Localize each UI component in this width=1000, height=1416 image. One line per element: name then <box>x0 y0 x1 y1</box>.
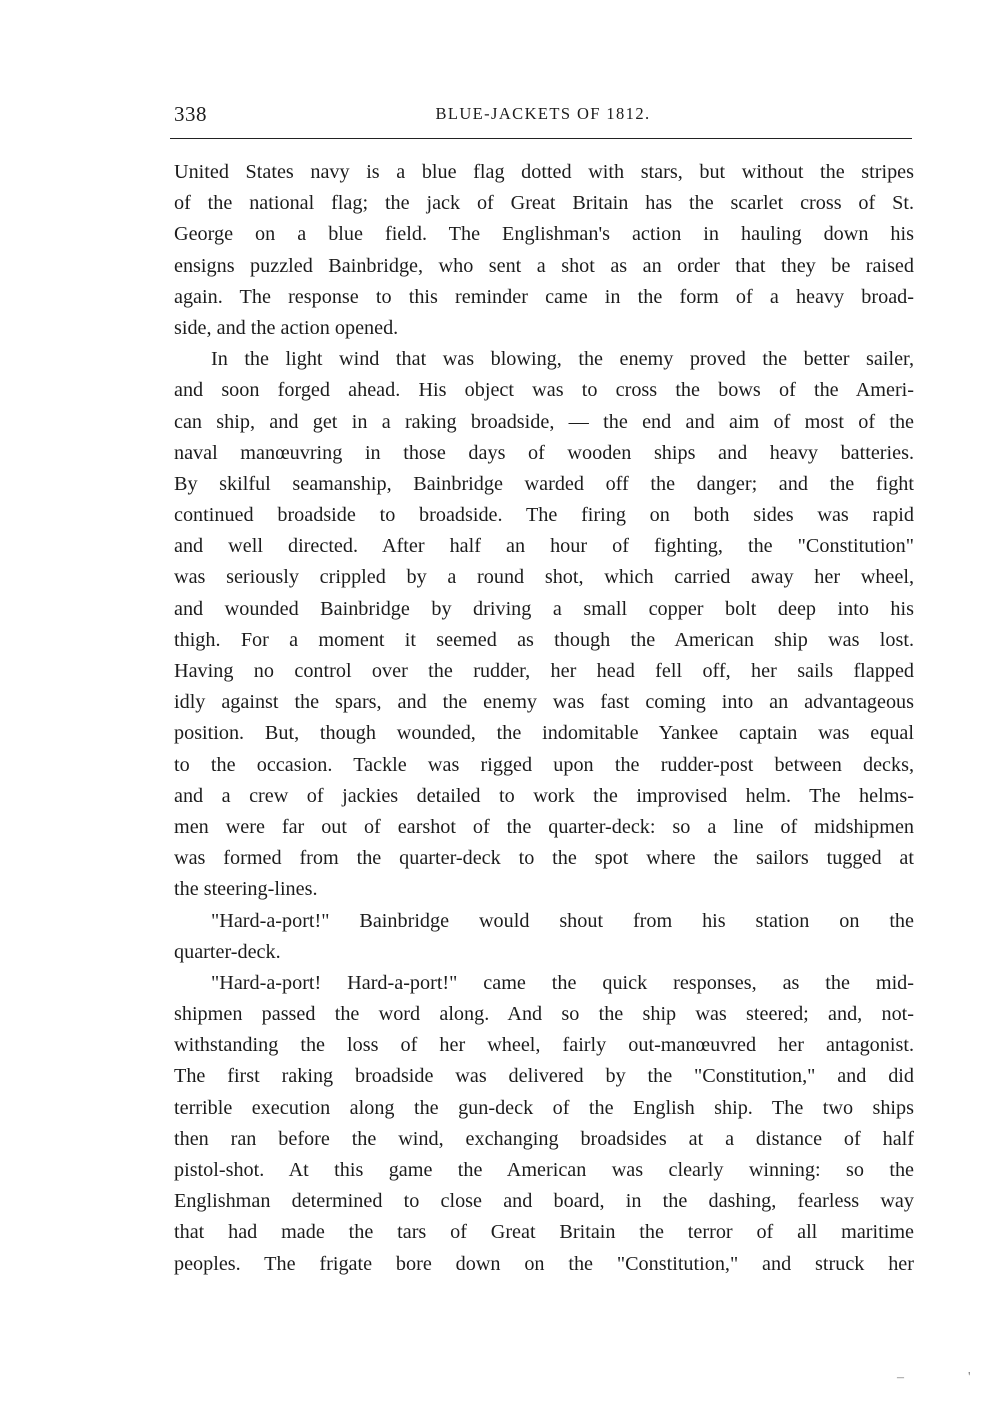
text-line: was formed from the quarter-deck to the spot where the sailors tugged at <box>174 847 914 870</box>
text-line: then ran before the wind, exchanging broadsides at a distance of half <box>174 1127 914 1150</box>
text-line: "Hard-a-port! Hard-a-port!" came the quick responses, as the mid- <box>211 971 914 994</box>
text-line: the steering-lines. <box>174 878 318 901</box>
text-line: Having no control over the rudder, her head fell off, her sails flapped <box>174 660 914 682</box>
text-line: of the national flag; the jack of Great Britain has the scarlet cross of St. <box>174 192 914 215</box>
text-line: quarter-deck. <box>174 940 281 963</box>
running-head <box>174 100 912 132</box>
text-line: continued broadside to broadside. The firing on both sides was rapid <box>174 504 914 527</box>
text-line: position. But, though wounded, the indomitable Yankee captain was equal <box>174 722 914 745</box>
text-line: and well directed. After half an hour of fighting, the "Constitution" <box>174 535 914 558</box>
text-line: can ship, and get in a raking broadside, — the end and aim of most of the <box>174 410 914 433</box>
running-title: BLUE-JACKETS OF 1812. <box>435 104 651 123</box>
text-line: peoples. The frigate bore down on the "Constitution," and struck her <box>174 1252 914 1275</box>
print-mark: ' <box>968 1370 971 1385</box>
text-line: again. The response to this reminder came in the form of a heavy broad- <box>174 285 914 308</box>
text-line: terrible execution along the gun-deck of the English ship. The two ships <box>174 1096 914 1119</box>
text-line: Englishman determined to close and board, in the dashing, fearless way <box>174 1190 914 1213</box>
text-line: shipmen passed the word along. And so the ship was steered; and, not- <box>174 1003 914 1026</box>
text-line: and a crew of jackies detailed to work the improvised helm. The helms- <box>174 784 914 807</box>
text-line: naval manœuvring in those days of wooden ships and heavy batteries. <box>174 441 914 464</box>
text-line: withstanding the loss of her wheel, fairly out-manœuvred her antagonist. <box>174 1034 914 1057</box>
text-line: that had made the tars of Great Britain the terror of all maritime <box>174 1221 914 1244</box>
print-mark: – <box>897 1370 904 1385</box>
text-line: idly against the spars, and the enemy was fast coming into an advantageous <box>174 691 914 714</box>
text-line: was seriously crippled by a round shot, which carried away her wheel, <box>174 566 914 589</box>
body-text <box>174 157 914 1280</box>
text-line: George on a blue field. The Englishman's action in hauling down his <box>174 223 914 246</box>
text-line: By skilful seamanship, Bainbridge warded off the danger; and the fight <box>174 472 914 495</box>
text-line: In the light wind that was blowing, the enemy proved the better sailer, <box>211 348 914 371</box>
text-line: and soon forged ahead. His object was to cross the bows of the Ameri- <box>174 379 914 402</box>
text-line: and wounded Bainbridge by driving a small copper bolt deep into his <box>174 597 914 620</box>
text-line: The first raking broadside was delivered by the "Constitution," and did <box>174 1065 914 1088</box>
text-line: men were far out of earshot of the quarter-deck: so a line of midshipmen <box>174 815 914 838</box>
text-line: pistol-shot. At this game the American was clearly winning: so the <box>174 1159 914 1181</box>
header-rule <box>170 138 912 139</box>
page-number: 338 <box>174 102 207 126</box>
text-line: side, and the action opened. <box>174 316 399 339</box>
text-line: United States navy is a blue flag dotted with stars, but without the stripes <box>174 161 914 183</box>
text-line: ensigns puzzled Bainbridge, who sent a shot as an order that they be raised <box>174 254 914 277</box>
text-line: thigh. For a moment it seemed as though the American ship was lost. <box>174 628 914 651</box>
text-line: "Hard-a-port!" Bainbridge would shout from his station on the <box>211 909 914 932</box>
text-line: to the occasion. Tackle was rigged upon the rudder-post between decks, <box>174 753 914 776</box>
